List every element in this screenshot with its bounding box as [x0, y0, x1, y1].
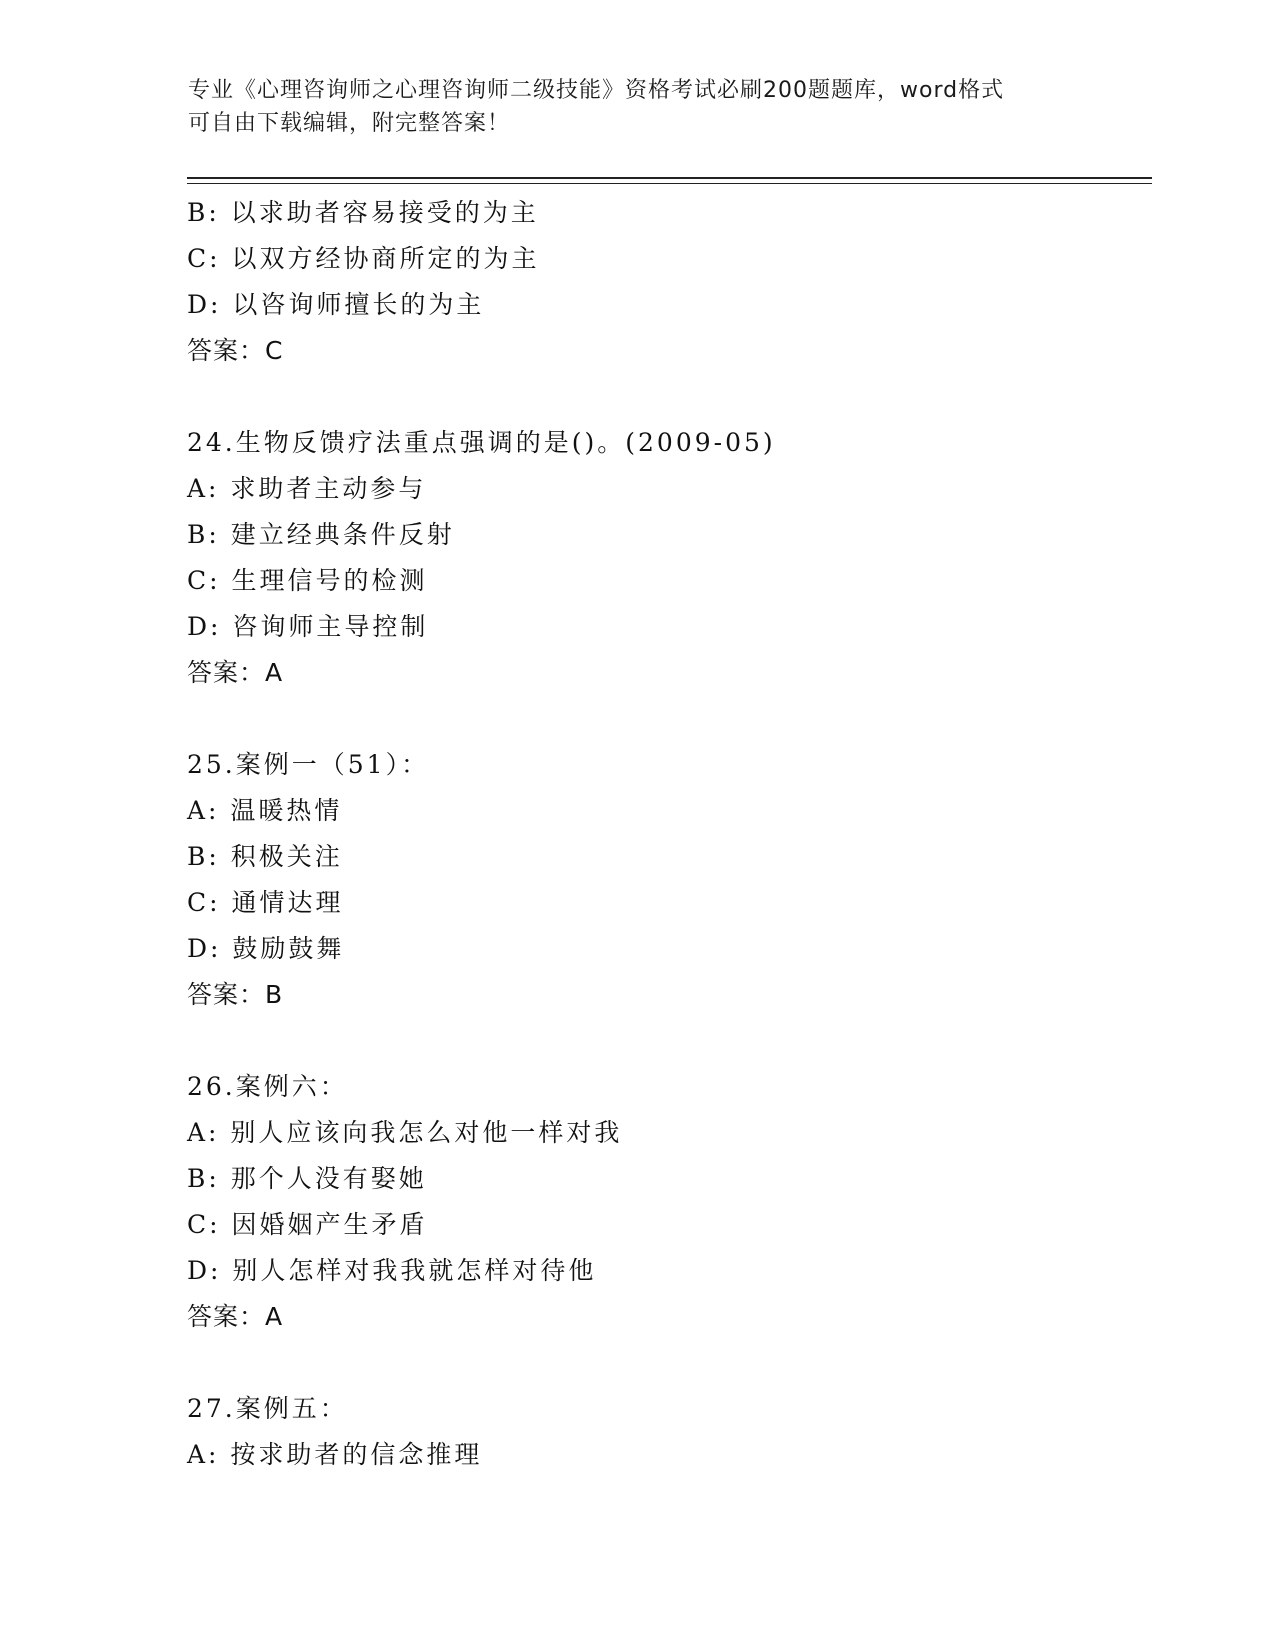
spacer [187, 374, 1147, 420]
spacer [187, 1340, 1147, 1386]
question-stem: 25.案例一（51）： [187, 750, 430, 779]
header-line-1: 专业《心理咨询师之心理咨询师二级技能》资格考试必刷200题题库，word格式 [188, 78, 1005, 103]
option-a: A: 别人应该向我怎么对他一样对我 [187, 1118, 623, 1147]
header-divider-thick [187, 177, 1152, 179]
option-d: D: 鼓励鼓舞 [187, 934, 345, 963]
spacer [187, 696, 1147, 742]
option-b: B: 积极关注 [187, 842, 343, 871]
answer-line: 答案：C [187, 336, 284, 365]
option-b: B: 以求助者容易接受的为主 [187, 198, 539, 227]
question-block-24 [187, 420, 1147, 696]
question-list [187, 190, 1147, 1478]
header-line-2: 可自由下载编辑，附完整答案！ [188, 111, 511, 136]
question-block-25 [187, 742, 1147, 1018]
document-header [188, 74, 1088, 140]
question-block-partial [187, 190, 1147, 374]
option-d: D: 以咨询师擅长的为主 [187, 290, 485, 319]
answer-line: 答案：A [187, 1302, 284, 1331]
answer-line: 答案：B [187, 980, 284, 1009]
option-a: A: 温暖热情 [187, 796, 343, 825]
option-b: B: 那个人没有娶她 [187, 1164, 427, 1193]
option-c: C: 以双方经协商所定的为主 [187, 244, 540, 273]
question-stem: 26.案例六： [187, 1072, 348, 1101]
option-d: D: 咨询师主导控制 [187, 612, 429, 641]
header-divider-thin [187, 183, 1152, 184]
answer-line: 答案：A [187, 658, 284, 687]
question-block-26 [187, 1064, 1147, 1340]
option-b: B: 建立经典条件反射 [187, 520, 455, 549]
question-stem: 27.案例五： [187, 1394, 348, 1423]
spacer [187, 1018, 1147, 1064]
question-block-27 [187, 1386, 1147, 1478]
option-c: C: 因婚姻产生矛盾 [187, 1210, 428, 1239]
option-a: A: 按求助者的信念推理 [187, 1440, 483, 1469]
option-d: D: 别人怎样对我我就怎样对待他 [187, 1256, 597, 1285]
option-c: C: 生理信号的检测 [187, 566, 428, 595]
question-stem: 24.生物反馈疗法重点强调的是()。(2009-05) [187, 428, 776, 457]
option-c: C: 通情达理 [187, 888, 344, 917]
option-a: A: 求助者主动参与 [187, 474, 427, 503]
